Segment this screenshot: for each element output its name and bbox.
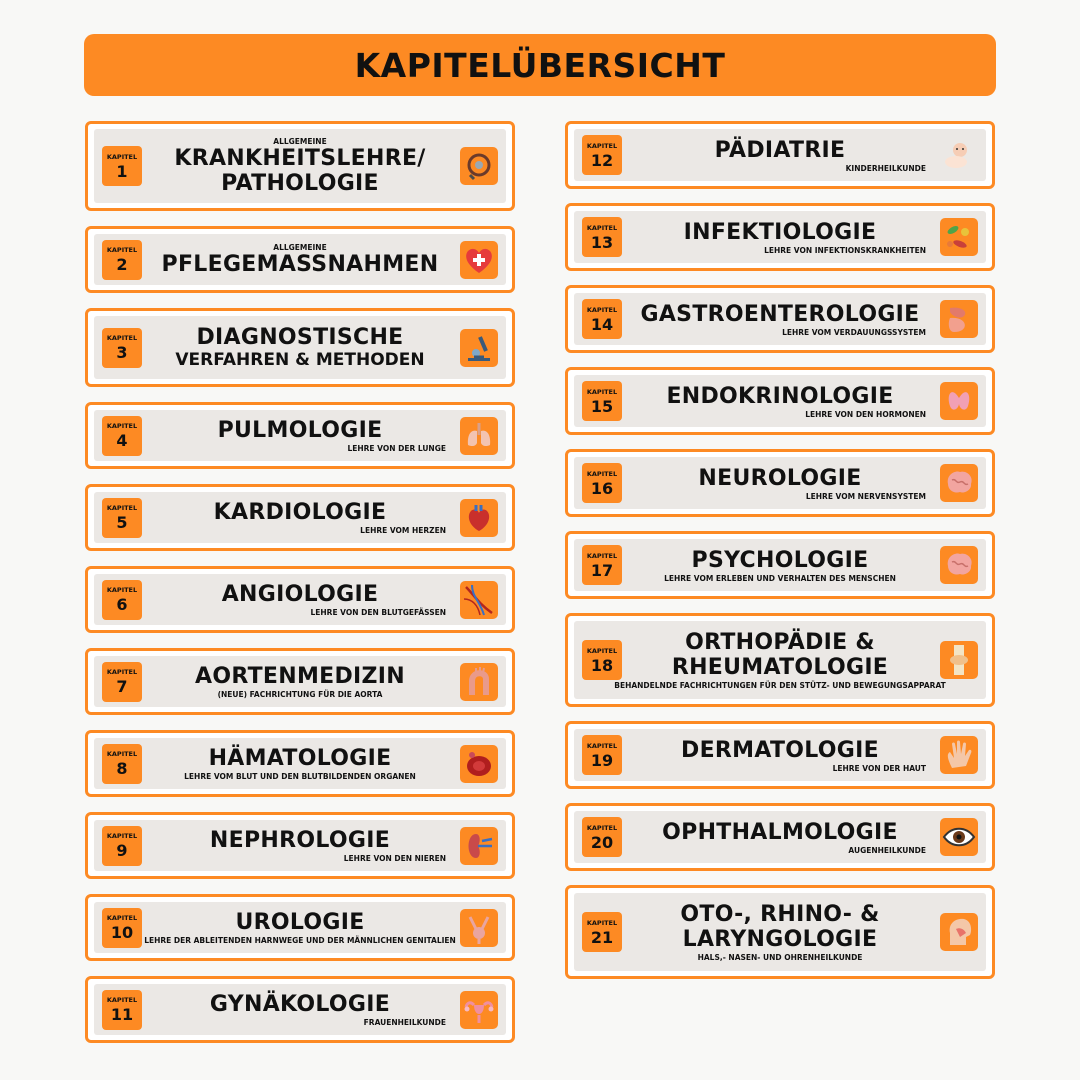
chapter-badge bbox=[102, 498, 142, 538]
chapter-title: GYNÄKOLOGIE bbox=[209, 992, 391, 1017]
chapter-title: DERMATOLOGIE bbox=[681, 737, 879, 763]
chapter-badge bbox=[102, 908, 142, 948]
chapter-number: 9 bbox=[116, 841, 128, 860]
brain-icon bbox=[940, 546, 978, 584]
chapter-card-inner bbox=[574, 811, 986, 863]
digestive-system-icon bbox=[940, 300, 978, 338]
chapter-badge-label: KAPITEL bbox=[586, 646, 618, 655]
chapter-card-12[interactable] bbox=[565, 121, 995, 189]
chapter-text bbox=[146, 656, 454, 707]
thyroid-icon bbox=[940, 382, 978, 420]
chapter-subtitle: LEHRE VON DER HAUT bbox=[832, 763, 926, 773]
chapter-number: 14 bbox=[590, 314, 614, 334]
chapter-title: PÄDIATRIE bbox=[714, 137, 846, 163]
chapter-subtitle: (NEUE) FACHRICHTUNG FÜR DIE AORTA bbox=[217, 690, 383, 699]
chapter-badge-label: KAPITEL bbox=[586, 469, 618, 478]
chapter-text bbox=[626, 129, 934, 181]
chapter-text bbox=[146, 738, 454, 789]
chapter-card-6[interactable] bbox=[85, 566, 515, 633]
chapter-card-4[interactable] bbox=[85, 402, 515, 469]
chapter-badge-label: KAPITEL bbox=[106, 422, 138, 430]
chapter-subtitle: LEHRE DER ABLEITENDEN HARNWEGE UND DER MÄNNLICHEN GENITALIEN bbox=[144, 936, 456, 945]
chapter-card-inner bbox=[574, 375, 986, 427]
chapter-title: NEUROLOGIE bbox=[698, 465, 862, 491]
chapter-card-inner bbox=[94, 492, 506, 543]
chapter-badge bbox=[102, 240, 142, 280]
chapter-title: ORTHOPÄDIE & bbox=[685, 630, 875, 655]
chapter-number: 2 bbox=[116, 255, 128, 274]
chapter-badge bbox=[102, 580, 142, 620]
chapter-card-inner bbox=[94, 738, 506, 789]
chapter-badge-label: KAPITEL bbox=[586, 823, 618, 832]
chapter-text bbox=[626, 457, 934, 509]
chapter-text bbox=[146, 574, 454, 625]
chapter-subtitle: HALS,- NASEN- UND OHRENHEILKUNDE bbox=[697, 953, 863, 962]
chapter-subtitle: LEHRE VOM BLUT UND DEN BLUTBILDENDEN ORGANEN bbox=[184, 772, 416, 781]
chapter-text bbox=[626, 811, 934, 863]
chapter-badge-label: KAPITEL bbox=[106, 996, 138, 1004]
chapter-card-inner bbox=[94, 984, 506, 1035]
chapter-card-inner bbox=[574, 457, 986, 509]
chapter-number: 10 bbox=[110, 923, 134, 942]
chapter-subtitle: KINDERHEILKUNDE bbox=[845, 163, 926, 173]
chapter-text bbox=[626, 893, 934, 971]
chapter-number: 1 bbox=[116, 161, 128, 181]
chapter-text bbox=[146, 234, 454, 285]
heart-cross-icon bbox=[460, 241, 498, 279]
chapter-card-8[interactable] bbox=[85, 730, 515, 797]
chapter-badge bbox=[582, 381, 622, 421]
chapter-badge-label: KAPITEL bbox=[586, 741, 618, 750]
chapter-title: KRANKHEITSLEHRE/ bbox=[174, 145, 426, 171]
chapter-badge-label: KAPITEL bbox=[586, 141, 618, 150]
chapter-badge-label: KAPITEL bbox=[106, 668, 138, 676]
chapter-number: 3 bbox=[116, 343, 128, 362]
chapter-badge-label: KAPITEL bbox=[106, 504, 138, 512]
chapter-text bbox=[146, 820, 454, 871]
chapter-card-11[interactable] bbox=[85, 976, 515, 1043]
chapter-subtitle: BEHANDELNDE FACHRICHTUNGEN FÜR DEN STÜTZ- UND BEWEGUNGSAPPARAT bbox=[614, 681, 946, 690]
chapter-number: 17 bbox=[590, 560, 614, 580]
chapter-badge bbox=[102, 990, 142, 1030]
chapter-subtitle: LEHRE VON DER LUNGE bbox=[347, 444, 446, 453]
chapter-number: 20 bbox=[590, 832, 614, 852]
chapter-badge-label: KAPITEL bbox=[106, 152, 138, 161]
title-banner bbox=[84, 34, 996, 96]
chapter-title: OTO-, RHINO- & bbox=[680, 902, 880, 927]
chapter-badge-label: KAPITEL bbox=[586, 387, 618, 396]
chapter-badge bbox=[582, 545, 622, 585]
chapter-card-inner bbox=[574, 539, 986, 591]
chapter-title: GASTROENTEROLOGIE bbox=[640, 301, 920, 327]
page-title: KAPITELÜBERSICHT bbox=[354, 45, 726, 85]
chapter-card-inner bbox=[94, 410, 506, 461]
chapter-number: 5 bbox=[116, 513, 128, 532]
stethoscope-icon bbox=[460, 147, 498, 185]
chapter-subtitle: LEHRE VOM HERZEN bbox=[360, 526, 446, 535]
aorta-icon bbox=[460, 663, 498, 701]
chapter-title: PULMOLOGIE bbox=[217, 418, 383, 443]
chapter-number: 13 bbox=[590, 232, 614, 252]
chapter-text bbox=[146, 902, 454, 953]
chapter-subtitle: FRAUENHEILKUNDE bbox=[363, 1018, 446, 1027]
head-section-icon bbox=[940, 913, 978, 951]
chapter-number: 7 bbox=[116, 677, 128, 696]
chapter-card-14[interactable] bbox=[565, 285, 995, 353]
chapter-number: 4 bbox=[116, 431, 128, 450]
chapter-badge bbox=[582, 217, 622, 257]
chapter-card-inner bbox=[574, 293, 986, 345]
chapter-number: 6 bbox=[116, 595, 128, 614]
chapter-text bbox=[626, 539, 934, 591]
chapter-card-inner bbox=[574, 729, 986, 781]
chapter-title-line2: RHEUMATOLOGIE bbox=[671, 655, 889, 680]
knee-joint-icon bbox=[940, 641, 978, 679]
chapter-number: 18 bbox=[590, 655, 614, 675]
microscope-icon bbox=[460, 329, 498, 367]
chapter-badge-label: KAPITEL bbox=[106, 334, 138, 342]
chapter-card-inner bbox=[574, 129, 986, 181]
chapter-card-15[interactable] bbox=[565, 367, 995, 435]
chapter-subtitle: LEHRE VOM ERLEBEN UND VERHALTEN DES MENSCHEN bbox=[664, 573, 896, 583]
chapter-card-13[interactable] bbox=[565, 203, 995, 271]
chapter-title: PSYCHOLOGIE bbox=[691, 547, 869, 573]
chapter-prefix: ALLGEMEINE bbox=[273, 242, 327, 252]
chapter-title: ENDOKRINOLOGIE bbox=[666, 383, 894, 409]
chapter-badge bbox=[102, 662, 142, 702]
chapter-text bbox=[146, 410, 454, 461]
chapter-card-5[interactable] bbox=[85, 484, 515, 551]
chapter-badge-label: KAPITEL bbox=[106, 832, 138, 840]
chapter-card-inner bbox=[94, 129, 506, 203]
chapter-card-20[interactable] bbox=[565, 803, 995, 871]
chapter-number: 21 bbox=[590, 927, 614, 947]
chapter-badge-label: KAPITEL bbox=[106, 246, 138, 254]
chapter-badge bbox=[102, 328, 142, 368]
chapter-badge bbox=[582, 299, 622, 339]
chapter-badge-label: KAPITEL bbox=[586, 918, 618, 927]
chapter-badge-label: KAPITEL bbox=[586, 305, 618, 314]
eye-icon bbox=[940, 818, 978, 856]
chapter-text bbox=[146, 984, 454, 1035]
chapter-title: OPHTHALMOLOGIE bbox=[662, 819, 898, 845]
chapter-title: HÄMATOLOGIE bbox=[208, 746, 392, 771]
chapter-badge bbox=[102, 416, 142, 456]
chapter-card-7[interactable] bbox=[85, 648, 515, 715]
chapter-card-10[interactable] bbox=[85, 894, 515, 961]
chapter-number: 8 bbox=[116, 759, 128, 778]
baby-icon bbox=[940, 136, 978, 174]
chapter-card-inner bbox=[94, 656, 506, 707]
chapter-card-inner bbox=[94, 574, 506, 625]
chapter-badge bbox=[102, 744, 142, 784]
chapter-card-17[interactable] bbox=[565, 531, 995, 599]
chapter-title: PFLEGEMASSNAHMEN bbox=[161, 251, 439, 277]
chapter-subtitle: AUGENHEILKUNDE bbox=[848, 845, 926, 855]
chapter-number: 11 bbox=[110, 1005, 134, 1024]
uterus-icon bbox=[460, 991, 498, 1029]
chapter-card-inner bbox=[574, 621, 986, 699]
chapter-title: KARDIOLOGIE bbox=[213, 500, 387, 525]
chapter-badge-label: KAPITEL bbox=[106, 914, 138, 922]
chapter-title: AORTENMEDIZIN bbox=[195, 664, 405, 689]
urinary-tract-icon bbox=[460, 909, 498, 947]
chapter-title: ANGIOLOGIE bbox=[221, 582, 379, 607]
hand-icon bbox=[940, 736, 978, 774]
chapter-badge bbox=[582, 817, 622, 857]
kidney-icon bbox=[460, 827, 498, 865]
chapter-title: UROLOGIE bbox=[235, 910, 365, 935]
chapter-number: 15 bbox=[590, 396, 614, 416]
chapter-card-inner bbox=[94, 234, 506, 285]
chapter-card-1[interactable] bbox=[85, 121, 515, 211]
chapter-title: INFEKTIOLOGIE bbox=[683, 219, 877, 245]
chapter-card-3[interactable] bbox=[85, 308, 515, 387]
lungs-icon bbox=[460, 417, 498, 455]
chapter-card-inner bbox=[574, 211, 986, 263]
bacteria-icon bbox=[940, 218, 978, 256]
chapter-card-inner bbox=[94, 316, 506, 379]
chapter-badge bbox=[582, 640, 622, 680]
chapter-text bbox=[626, 211, 934, 263]
chapter-badge bbox=[102, 146, 142, 186]
chapter-badge bbox=[582, 735, 622, 775]
chapter-badge bbox=[582, 135, 622, 175]
chapter-title-line2: PATHOLOGIE bbox=[221, 170, 379, 196]
chapter-card-18[interactable] bbox=[565, 613, 995, 707]
chapter-title-line2: VERFAHREN & METHODEN bbox=[175, 349, 425, 370]
chapter-card-inner bbox=[574, 893, 986, 971]
chapter-text bbox=[626, 375, 934, 427]
chapter-subtitle: LEHRE VON DEN HORMONEN bbox=[805, 409, 926, 419]
chapter-number: 16 bbox=[590, 478, 614, 498]
heart-icon bbox=[460, 499, 498, 537]
chapter-text bbox=[146, 129, 454, 203]
chapter-badge bbox=[102, 826, 142, 866]
chapter-subtitle: LEHRE VOM NERVENSYSTEM bbox=[805, 491, 926, 501]
chapter-badge-label: KAPITEL bbox=[106, 750, 138, 758]
chapter-prefix: ALLGEMEINE bbox=[273, 136, 327, 146]
chapter-badge-label: KAPITEL bbox=[106, 586, 138, 594]
blood-cell-icon bbox=[460, 745, 498, 783]
brain-icon bbox=[940, 464, 978, 502]
chapter-card-19[interactable] bbox=[565, 721, 995, 789]
chapter-card-2[interactable] bbox=[85, 226, 515, 293]
chapter-text bbox=[146, 492, 454, 543]
chapter-badge bbox=[582, 463, 622, 503]
chapter-badge-label: KAPITEL bbox=[586, 551, 618, 560]
chapter-subtitle: LEHRE VON INFEKTIONSKRANKHEITEN bbox=[764, 245, 926, 255]
chapter-subtitle: LEHRE VON DEN NIEREN bbox=[343, 854, 446, 863]
chapter-text bbox=[614, 621, 946, 699]
chapter-number: 12 bbox=[590, 150, 614, 170]
chapter-subtitle: LEHRE VON DEN BLUTGEFÄSSEN bbox=[310, 608, 446, 617]
chapter-number: 19 bbox=[590, 750, 614, 770]
chapter-subtitle: LEHRE VOM VERDAUUNGSSYSTEM bbox=[782, 327, 926, 337]
chapter-card-9[interactable] bbox=[85, 812, 515, 879]
chapter-title: NEPHROLOGIE bbox=[209, 828, 391, 853]
chapter-card-21[interactable] bbox=[565, 885, 995, 979]
blood-vessels-icon bbox=[460, 581, 498, 619]
chapter-card-16[interactable] bbox=[565, 449, 995, 517]
chapter-card-inner bbox=[94, 820, 506, 871]
chapter-text bbox=[626, 729, 934, 781]
chapter-text bbox=[626, 293, 934, 345]
chapter-text bbox=[146, 316, 454, 379]
chapter-title-line2: LARYNGOLOGIE bbox=[682, 927, 878, 952]
chapter-badge-label: KAPITEL bbox=[586, 223, 618, 232]
chapter-title: DIAGNOSTISCHE bbox=[196, 324, 404, 350]
chapter-card-inner bbox=[94, 902, 506, 953]
chapter-badge bbox=[582, 912, 622, 952]
